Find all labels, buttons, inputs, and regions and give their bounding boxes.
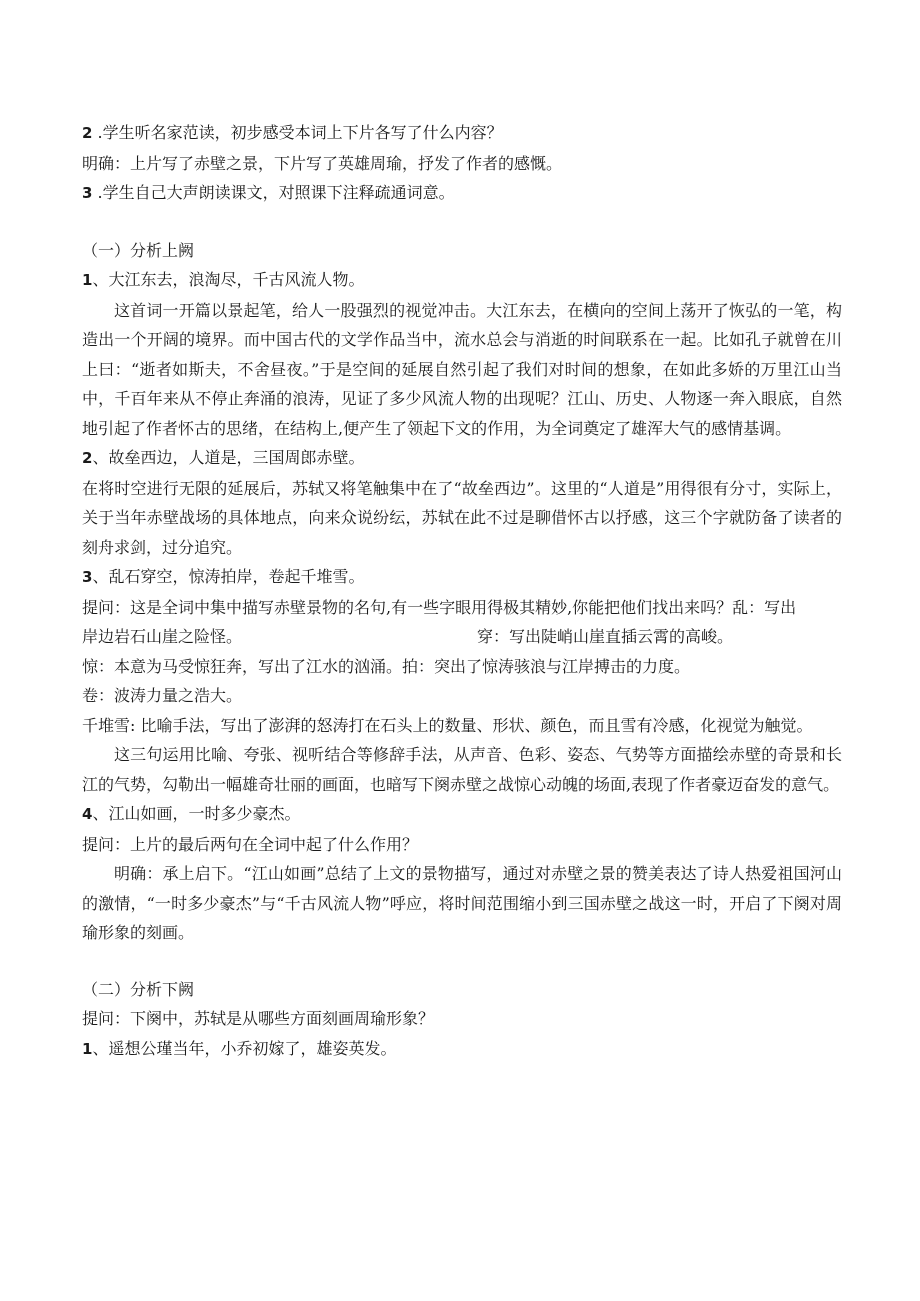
- chuan-explanation: 穿：写出陡峭山崖直插云霄的高峻。: [477, 627, 734, 646]
- part1-line4-title: [82, 799, 842, 830]
- intro-answer: 明确：上片写了赤壁之景，下片写了英雄周瑜，抒发了作者的感慨。: [82, 153, 563, 173]
- document-page: [82, 118, 842, 1064]
- item-title: 、遥想公瑾当年，小乔初嫁了，雄姿英发。: [92, 1038, 397, 1058]
- juan-explanation: 卷：波涛力量之浩大。: [82, 686, 243, 705]
- spacer: [82, 209, 842, 236]
- section-heading-part1: （一）分析上阙: [82, 240, 195, 260]
- qianduixue-explanation: 千堆雪: 比喻手法，写出了澎湃的怒涛打在石头上的数量、形状、颜色，而且雪有冷感，化视觉为触觉。: [82, 715, 813, 735]
- intro-item-2: [82, 118, 842, 149]
- item-number: 1: [82, 271, 93, 289]
- part1-line3-title: [82, 562, 842, 593]
- part1-line4-question: 提问：上片的最后两句在全词中起了什么作用？: [82, 834, 419, 854]
- part1-line3-question: 提问：这是全词中集中描写赤壁景物的名句,有一些字眼用得极其精妙,你能把他们找出来吗？乱：写出: [82, 597, 797, 617]
- item-title: 、大江东去，浪淘尽，千古风流人物。: [92, 270, 365, 289]
- spacer: [82, 948, 842, 975]
- item-title: 、江山如画，一时多少豪杰。: [92, 804, 301, 823]
- jing-explanation: 惊：本意为马受惊狂奔，写出了江水的汹涌。拍：突出了惊涛骇浪与江岸搏击的力度。: [82, 656, 691, 676]
- luan-chuan-row: [82, 622, 842, 652]
- part2-line1-title: [82, 1034, 842, 1065]
- part1-line1-analysis: 这首词一开篇以景起笔，给人一股强烈的视觉冲击。大江东去，在横向的空间上荡开了恢弘的一笔，构造出一个开阔的境界。而中国古代的文学作品当中，流水总会与消逝的时间联系在一起。比如孔子就曾在川上曰：“逝者如斯夫，不舍昼夜。”于是空间的延展自然引起了我们对时间的想象，在如此多娇的万里江山当中，千百年来从不停止奔涌的浪涛，见证了多少风流人物的出现呢？江山、历史、人物逐一奔入眼底，自然地引起了作者怀古的思绪，在结构上,便产生了领起下文的作用，为全词奠定了雄浑大气的感情基调。: [82, 300, 842, 438]
- part1-line3-summary: 这三句运用比喻、夸张、视听结合等修辞手法，从声音、色彩、姿态、气势等方面描绘赤壁的奇景和长江的气势，勾勒出一幅雄奇壮丽的画面，也暗写下阕赤壁之战惊心动魄的场面,表现了作者豪迈奋发的意气。: [82, 745, 842, 794]
- part1-line2-analysis: 在将时空进行无限的延展后，苏轼又将笔触集中在了“故垒西边”。这里的“人道是”用得很有分寸，实际上，关于当年赤壁战场的具体地点，向来众说纷纭，苏轼在此不过是聊借怀古以抒感，这三个字就防备了读者的刻舟求剑，过分追究。: [82, 478, 842, 557]
- intro-item-3: [82, 178, 842, 209]
- item-title: 、故垒西边，人道是，三国周郎赤壁。: [92, 448, 365, 467]
- item-number: 3: [82, 568, 93, 586]
- part2-question: 提问：下阕中，苏轼是从哪些方面刻画周瑜形象？: [82, 1009, 435, 1028]
- section-heading-part2: （二）分析下阙: [82, 979, 195, 999]
- part1-line4-answer: 明确：承上启下。“江山如画”总结了上文的景物描写，通过对赤壁之景的赞美表达了诗人热爱祖国河山的激情，“一时多少豪杰”与“千古风流人物”呼应，将时间范围缩小到三国赤壁之战这一时，开启了下阕对周瑜形象的刻画。: [82, 864, 842, 942]
- item-number: 2: [82, 449, 93, 467]
- item-number: 3: [82, 184, 93, 202]
- item-number: 1: [82, 1039, 93, 1058]
- item-number: 2: [82, 124, 93, 142]
- item-title: 、乱石穿空，惊涛拍岸，卷起千堆雪。: [92, 567, 365, 586]
- part1-line2-title: [82, 443, 842, 474]
- luan-explanation: 岸边岩石山崖之险怪。: [82, 627, 243, 646]
- item-number: 4: [82, 805, 93, 823]
- item-text: .学生听名家范读，初步感受本词上下片各写了什么内容？: [92, 123, 503, 142]
- part1-line1-title: [82, 265, 842, 296]
- item-text: .学生自己大声朗读课文，对照课下注释疏通词意。: [92, 183, 455, 202]
